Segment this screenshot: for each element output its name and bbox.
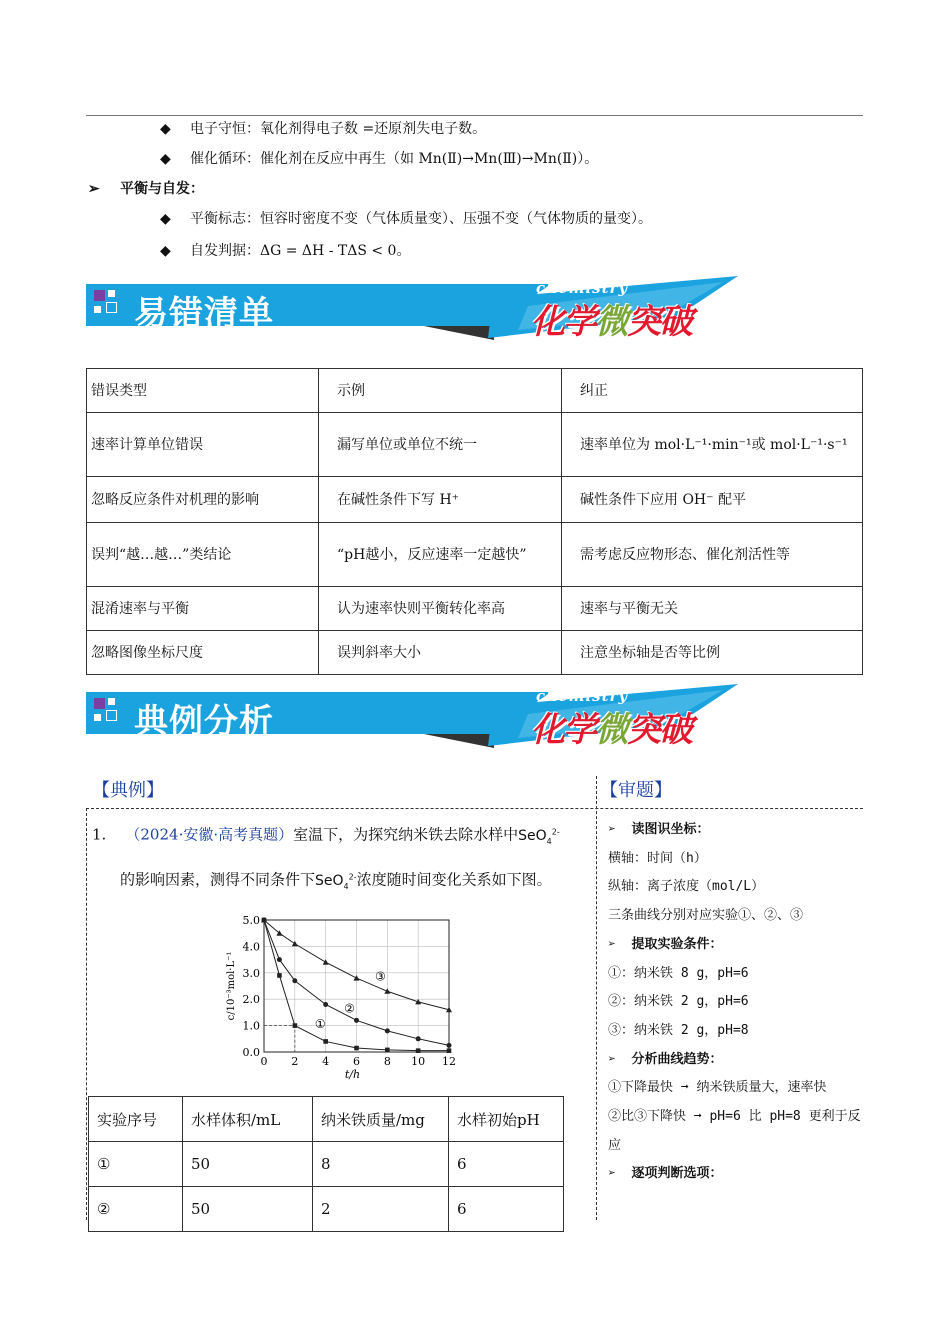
- error-list-table: [86, 368, 863, 675]
- arrow-bullet-icon: ➢: [608, 1051, 616, 1067]
- diamond-bullet-icon: ◆: [160, 211, 171, 227]
- data-point: [354, 1018, 359, 1023]
- data-point: [447, 1043, 452, 1048]
- y-tick-label: 5.0: [242, 914, 260, 927]
- data-point: [416, 1036, 421, 1041]
- review-heading: 【审题】: [600, 780, 672, 801]
- y-tick-label: 0.0: [242, 1046, 260, 1059]
- data-point: [354, 975, 360, 981]
- data-point: [447, 1048, 452, 1053]
- diamond-bullet-icon: ◆: [160, 151, 171, 167]
- arrow-bullet-icon: ➢: [608, 1166, 616, 1182]
- analysis-heading: ➢ 逐项判断选项：: [608, 1166, 723, 1182]
- y-axis-label: c/10⁻³mol·L⁻¹: [226, 951, 237, 1021]
- series-annotation: ①: [314, 1017, 326, 1032]
- table-row: ① 50 8 6: [89, 1142, 564, 1187]
- data-point: [292, 941, 298, 947]
- x-tick-label: 8: [383, 1055, 391, 1068]
- banner-title: 典例分析: [134, 702, 274, 742]
- logo-text-cn: 化学微突破: [531, 302, 691, 342]
- data-point: [385, 1028, 390, 1033]
- data-point: [277, 973, 282, 978]
- series-annotation: ③: [375, 969, 386, 984]
- table-row: 忽略图像坐标尺度 误判斜率大小 注意坐标轴是否等比例: [87, 631, 863, 675]
- data-point: [385, 1048, 390, 1053]
- bullet-catalytic-cycle: ◆ 催化循环：催化剂在反应中再生（如 Mn(Ⅱ)→Mn(Ⅲ)→Mn(Ⅱ)）。: [160, 151, 599, 167]
- selenate-formula: SeO$_4^{2-}$: [315, 872, 357, 891]
- table-row: 忽略反应条件对机理的影响 在碱性条件下写 H⁺ 碱性条件下应用 OH⁻ 配平: [87, 477, 863, 523]
- diamond-bullet-icon: ◆: [160, 121, 171, 137]
- data-point: [293, 1023, 298, 1028]
- question-text: 1. （2024·安徽·高考真题）室温下，为探究纳米铁去除水样中SeO$_4^{2-}$ 的影响因素，测得不同条件下SeO$_4^{2-}$浓度随时间变化关系如下图。: [92, 825, 560, 891]
- example-heading: 【典例】: [92, 780, 164, 801]
- selenate-formula: SeO$_4^{2-}$: [518, 827, 560, 846]
- data-point: [384, 988, 390, 994]
- table-row: ② 50 2 6: [89, 1187, 564, 1232]
- bullet-spontaneity: ◆ 自发判据：ΔG = ΔH - TΔS < 0。: [160, 243, 411, 259]
- experiment-table: [88, 1096, 564, 1232]
- y-tick-label: 2.0: [242, 993, 260, 1007]
- logo-text-en: chemistry: [536, 687, 629, 705]
- header-rule: [86, 115, 863, 116]
- data-point: [323, 1039, 328, 1044]
- arrow-bullet-icon: ➢: [608, 936, 616, 952]
- section-banner-errors: [86, 276, 766, 352]
- arrow-bullet-icon: ➢: [88, 181, 100, 197]
- analysis-heading: ➢ 提取实验条件：: [608, 936, 723, 952]
- data-point: [323, 959, 329, 965]
- data-point: [354, 1046, 359, 1051]
- logo-text-en: chemistry: [536, 279, 629, 297]
- analysis-panel: ➢ 读图识坐标： 横轴：时间（h） 纵轴：离子浓度（mol/L） 三条曲线分别对应实验①、②、③ ➢ 提取实验条件： ①：纳米铁 8 g，pH=6 ②：纳米铁 2 g，pH=6 ③：纳米铁 2 g，pH=8 ➢ 分析曲线趋势： ①下降最快 ➞ 纳米铁质量大，速率快 ②比③下降快 ➞ pH=6 比 pH=8 更利于反应 ➢ 逐项判断选项：: [608, 816, 866, 1189]
- data-point: [416, 1048, 421, 1053]
- data-point: [277, 957, 282, 962]
- concentration-time-chart: [222, 912, 467, 1092]
- table-row: 混淆速率与平衡 认为速率快则平衡转化率高 速率与平衡无关: [87, 587, 863, 631]
- section-banner-examples: [86, 684, 766, 760]
- table-row: 速率计算单位错误 漏写单位或单位不统一 速率单位为 mol·L⁻¹·min⁻¹或 mol·L⁻¹·s⁻¹: [87, 413, 863, 477]
- question-source: （2024·安徽·高考真题）: [125, 825, 294, 844]
- arrow-bullet-icon: ➢: [608, 822, 616, 837]
- x-tick-label: 2: [291, 1055, 299, 1068]
- section-equilibrium-label: ➢ 平衡与自发：: [88, 181, 204, 197]
- bullet-equilibrium-sign: ◆ 平衡标志：恒容时密度不变（气体质量变）、压强不变（气体物质的量变）。: [160, 211, 652, 227]
- x-tick-label: 6: [353, 1055, 360, 1068]
- table-header-row: 错误类型 示例 纠正: [87, 369, 863, 413]
- x-tick-label: 4: [322, 1055, 330, 1068]
- table-row: 误判“越…越…”类结论 “pH越小，反应速率一定越快” 需考虑反应物形态、催化剂活性等: [87, 523, 863, 587]
- x-tick-label: 12: [442, 1055, 456, 1068]
- x-axis-label: t/h: [344, 1068, 361, 1081]
- logo-text-cn: 化学微突破: [531, 710, 691, 750]
- data-point: [292, 978, 297, 983]
- table-header-row: 实验序号 水样体积/mL 纳米铁质量/mg 水样初始pH: [89, 1097, 564, 1142]
- y-tick-label: 1.0: [242, 1019, 260, 1033]
- data-point: [323, 1002, 328, 1007]
- analysis-heading: ➢ 分析曲线趋势：: [608, 1051, 723, 1067]
- dashed-guide-line: [264, 1026, 295, 1052]
- series-annotation: ②: [344, 1001, 355, 1016]
- analysis-heading: ➢ 读图识坐标：: [608, 822, 710, 837]
- y-tick-label: 3.0: [242, 966, 260, 980]
- diamond-bullet-icon: ◆: [160, 243, 171, 259]
- banner-title: 易错清单: [134, 294, 274, 334]
- y-tick-label: 4.0: [242, 940, 260, 954]
- x-tick-label: 10: [411, 1055, 426, 1068]
- bullet-electron-conservation: ◆ 电子守恒：氧化剂得电子数 =还原剂失电子数。: [160, 121, 487, 137]
- x-tick-label: 0: [260, 1055, 268, 1068]
